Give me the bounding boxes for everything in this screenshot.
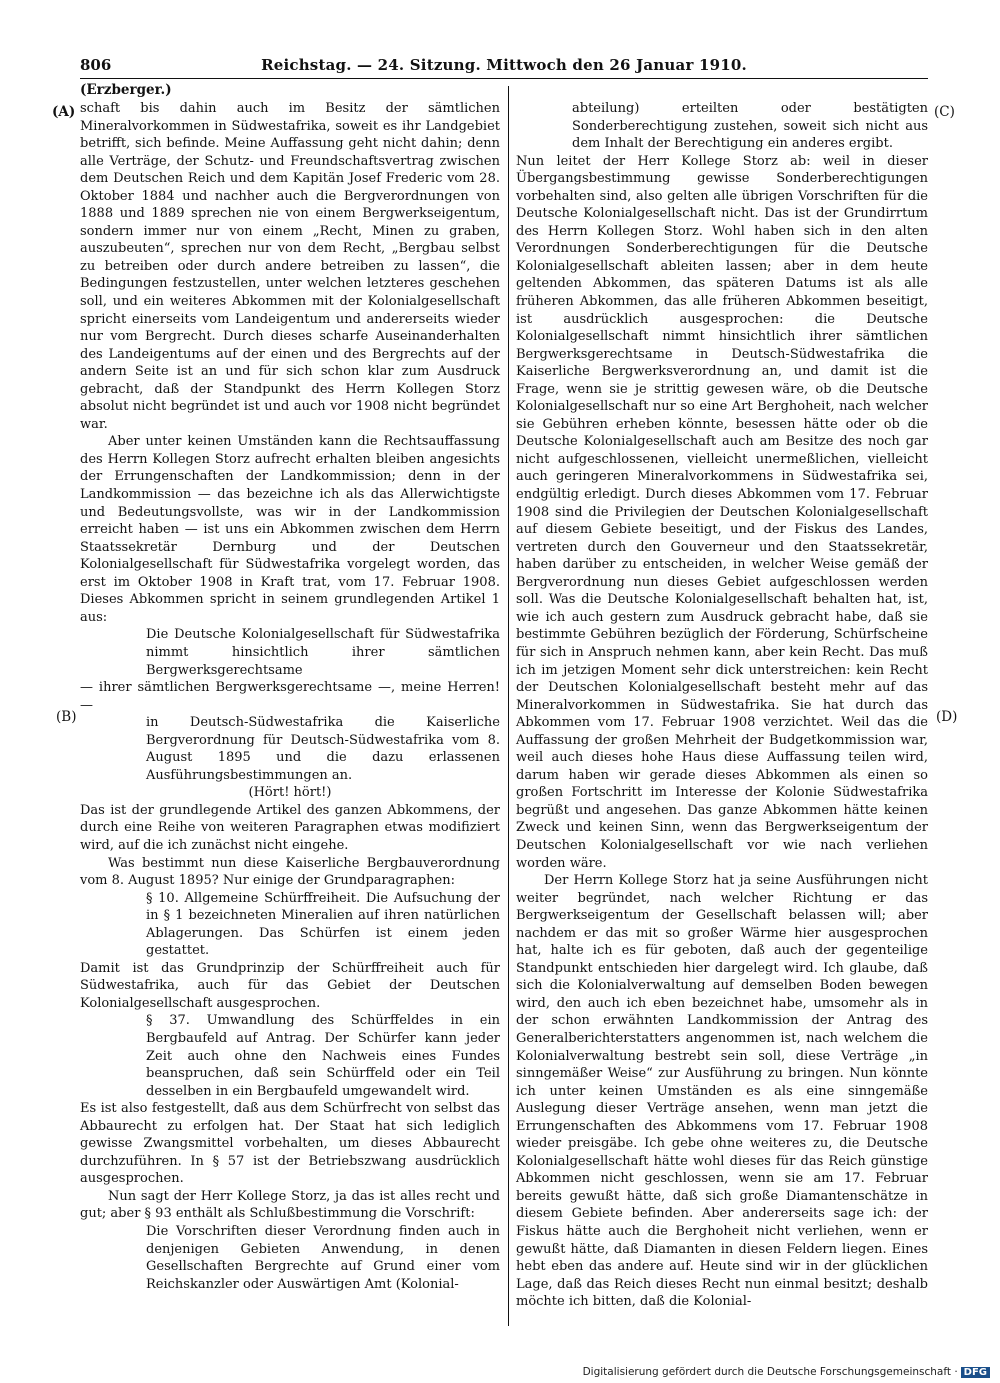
quoted-paragraph: Die Vorschriften dieser Verordnung finden auch in denjenigen Gebieten Anwendung, in denen Gesellschaften Bergrechte auf Grund einer vom Reichskanzler oder Auswärtigen Amt (Kolonial- bbox=[146, 1224, 500, 1292]
speaker-name: (Erzberger.) bbox=[80, 82, 172, 98]
interjection: — ihrer sämtlichen Bergwerksgerechtsame —, meine Herren! — bbox=[80, 680, 500, 713]
paragraph: Aber unter keinen Umständen kann die Rechtsauffassung des Herrn Kollegen Storz aufrecht erhalten bleiben angesichts der Errungenschaften der Landkommission; denn in der Landkommission — das bezeichne ich als das Allerwichtigste und Bedeutungsvollste, was wir in der Landkommission erreicht haben — ist uns ein Abkommen zwischen dem Herrn Staatssekretär Dernburg und der Deutschen Kolonialgesellschaft für Südwestafrika vorgelegt worden, das erst im Oktober 1908 in Kraft trat, vom 17. Februar 1908. Dieses Abkommen spricht in seinem grundlegenden Artikel 1 aus: bbox=[80, 434, 500, 625]
paragraph: Es ist also festgestellt, daß aus dem Schürfrecht von selbst das Abbaurecht zu erfolgen hat. Der Staat hat sich lediglich gewisse Zwangsmittel vorbehalten, um dieses Abbaurecht durchzuführen. In § 57 ist der Betriebszwang ausdrücklich ausgesprochen. bbox=[80, 1101, 500, 1187]
quoted-article: Die Deutsche Kolonialgesellschaft für Südwestafrika nimmt hinsichtlich ihrer sämtlichen Bergwerksgerechtsame bbox=[146, 627, 500, 678]
margin-marker-d: (D) bbox=[936, 709, 958, 725]
paragraph: Nun leitet der Herr Kollege Storz ab: weil in dieser Übergangsbestimmung gewisse Sonderberechtigungen vorbehalten sind, also gelten alle übrigen Vorschriften für die Deutsche Kolonialgesellschaft nicht. Das ist der Grundirrtum des Herrn Kollegen Storz. Wohl haben sich in den alten Verordnungen Sonderberechtigungen für die Deutsche Kolonialgesellschaft ableiten lassen; aber in dem heute geltenden Abkommen, das späteren Datums ist als alle früheren Abkommen, das alle früheren Abkommen beseitigt, ist ausdrücklich ausgesprochen: die Deutsche Kolonialgesellschaft nimmt hinsichtlich ihrer sämtlichen Bergwerksgerechtsame in Deutsch-Südwestafrika die Kaiserliche Bergwerksverordnung an, und damit ist die Frage, wenn sie je strittig gewesen wäre, ob die Deutsche Kolonialgesellschaft nur so eine Art Berghoheit, nach welcher sie Gebühren erheben könnte, besessen hätte oder ob die Deutsche Kolonialgesellschaft auch am Besitze des noch gar nicht aufgeschlossenen, vielleicht unermeßlichen, vielleicht auch geringeren Mineralvorkommens in Südwestafrika sei, endgültig erledigt. Durch dieses Abkommen vom 17. Februar 1908 sind die Privilegien der Deutschen Kolonialgesellschaft auf diesem Gebiete beseitigt, und der Fiskus des Landes, vertreten durch den Gouverneur und den Staatssekretär, haben darüber zu entscheiden, in welcher Weise gemäß der Bergverordnung nun dieses Gebiet aufgeschlossen werden soll. Was die Deutsche Kolonialgesellschaft behalten hat, ist, wie ich auch gestern zum Ausdruck gebracht habe, daß sie bestimmte Gebühren bezüglich der Förderung, Schürfscheine für sich in Anspruch nehmen kann, aber kein Recht. Das muß ich im jetzigen Moment sehr dick unterstreichen: kein Recht der Deutschen Kolonialgesellschaft besteht mehr auf das Mineralvorkommen in Südwestafrika. Sie hat durch das Abkommen vom 17. Februar 1908 verzichtet. Weil das die Auffassung der großen Mehrheit der Budgetkommission war, weil auch dieses hohe Haus diese Auffassung teilen wird, darum haben wir gerade dieses Abkommen als einen so großen Fortschritt im Interesse der Kolonie Südwestafrika begrüßt und angesehen. Das ganze Abkommen hätte keinen Zweck und keinen Sinn, wenn das Bergwerkseigentum der Deutschen Kolonialgesellschaft vor wie nach verliehen worden wäre. bbox=[516, 153, 928, 871]
quoted-paragraph: § 37. Umwandlung des Schürffeldes in ein Bergbaufeld auf Antrag. Der Schürfer kann jeder Zeit auch ohne den Nachweis eines Fundes beanspruchen, daß sein Schürffeld oder ein Teil desselben in ein Bergbaufeld umgewandelt wird. bbox=[146, 1013, 500, 1099]
right-column bbox=[516, 100, 928, 1311]
running-title: Reichstag. — 24. Sitzung. Mittwoch den 26 Januar 1910. bbox=[261, 56, 747, 74]
paragraph: Das ist der grundlegende Artikel des ganzen Abkommens, der durch eine Reihe von weiteren Paragraphen etwas modifiziert wird, auf die ich zunächst nicht eingehe. bbox=[80, 802, 500, 853]
page-header bbox=[80, 56, 928, 78]
margin-marker-c: (C) bbox=[934, 104, 955, 120]
paragraph: Was bestimmt nun diese Kaiserliche Bergbauverordnung vom 8. August 1895? Nur einige der Grundparagraphen: bbox=[80, 855, 500, 889]
quoted-paragraph: § 10. Allgemeine Schürffreiheit. Die Aufsuchung der in § 1 bezeichneten Mineralien auf ihren natürlichen Ablagerungen. Das Schürfen ist einem jeden gestattet. bbox=[146, 890, 500, 959]
paragraph: Nun sagt der Herr Kollege Storz, ja das ist alles recht und gut; aber § 93 enthält als Schlußbestimmung die Vorschrift: bbox=[80, 1188, 500, 1222]
paragraph: Der Herrn Kollege Storz hat ja seine Ausführungen nicht weiter begründet, nach welcher Richtung er das Bergwerkseigentum der Gesellschaft belassen will; aber nachdem er das mit so großer Wärme hier ausgesprochen hat, halte ich es für geboten, daß auch der gegenteilige Standpunkt entschieden hier dargelegt wird. Ich glaube, daß sich die Kolonialverwaltung auf demselben Boden bewegen wird, den auch ich eben bezeichnet habe, umsomehr als in der schon erwähnten Landkommission der Antrag des Generalberichterstatters angenommen ist, nach welchem die Kolonialverwaltung bestrebt sein soll, diese Verträge „in sinngemäßer Weise“ zur Ausführung zu bringen. Nun könnte ich unter keinen Umständen es als eine sinngemäße Auslegung dieser Verträge ansehen, wenn man jetzt die Errungenschaften des Abkommens vom 17. Februar 1908 wieder preisgäbe. Ich gebe ohne weiteres zu, die Deutsche Kolonialgesellschaft hätte wohl dieses für das Reich günstige Abkommen nicht geschlossen, wenn sie am 17. Februar bereits gewußt hätte, daß sich große Diamantenschätze in diesem Gebiete befinden. Aber andererseits sage ich: der Fiskus hätte auch die Berghoheit nicht verliehen, wenn er gewußt hätte, daß Diamanten in diesen Feldern liegen. Eines hebt eben das andere auf. Heute sind wir in der glücklichen Lage, daß das Reich dieses Recht nun einmal besitzt; deshalb möchte ich bitten, daß die Kolonial- bbox=[516, 873, 928, 1310]
digitization-credit bbox=[583, 1366, 990, 1378]
header-rule bbox=[80, 78, 928, 79]
left-column bbox=[80, 100, 500, 1293]
margin-marker-a: (A) bbox=[52, 104, 76, 120]
quoted-article: in Deutsch-Südwestafrika die Kaiserliche Bergverordnung für Deutsch-Südwestafrika vom 8. August 1895 und die dazu erlassenen Ausführungsbestimmungen an. bbox=[146, 715, 500, 783]
credit-text: Digitalisierung gefördert durch die Deutsche Forschungsgemeinschaft · bbox=[582, 1366, 958, 1378]
page-number: 806 bbox=[80, 56, 112, 74]
audience-reaction: (Hört! hört!) bbox=[248, 785, 332, 801]
dfg-logo: DFG bbox=[961, 1367, 990, 1378]
paragraph: schaft bis dahin auch im Besitz der sämtlichen Mineralvorkommen in Südwestafrika, soweit es ihr Landgebiet betrifft, sich befinde. Meine Auffassung geht nicht dahin; denn alle Verträge, der Schutz- und Freundschaftsvertrag zwischen dem Deutschen Reich und dem Kapitän Josef Frederic vom 28. Oktober 1884 und nachher auch die Bergverordnungen von 1888 und 1889 sprechen nie von einem Bergwerkseigentum, sondern immer nur von einem „Recht, Minen zu graben, auszubeuten“, sprechen nur von dem Recht, „Bergbau selbst zu betreiben oder durch andere betreiben zu lassen“, die Bedingungen festzustellen, unter welchen letzteres geschehen soll, und ein weiteres Abkommen mit der Kolonialgesellschaft spricht einerseits vom Landeigentum und andererseits wieder nur vom Bergrecht. Durch dieses scharfe Auseinanderhalten des Landeigentums auf der einen und des Bergrechts auf der andern Seite ist an und für sich schon klar zum Ausdruck gebracht, daß der Standpunkt des Herrn Kollegen Storz absolut nicht begründet ist und auch vor 1908 nicht begründet war. bbox=[80, 101, 500, 432]
column-divider bbox=[508, 86, 509, 1326]
margin-marker-b: (B) bbox=[56, 709, 77, 725]
paragraph: Damit ist das Grundprinzip der Schürffreiheit auch für Südwestafrika, auch für das Gebiet der Deutschen Kolonialgesellschaft ausgesprochen. bbox=[80, 960, 500, 1011]
quoted-paragraph: abteilung) erteilten oder bestätigten Sonderberechtigung zustehen, soweit sich nicht aus dem Inhalt der Berechtigung ein anderes ergibt. bbox=[572, 101, 928, 152]
